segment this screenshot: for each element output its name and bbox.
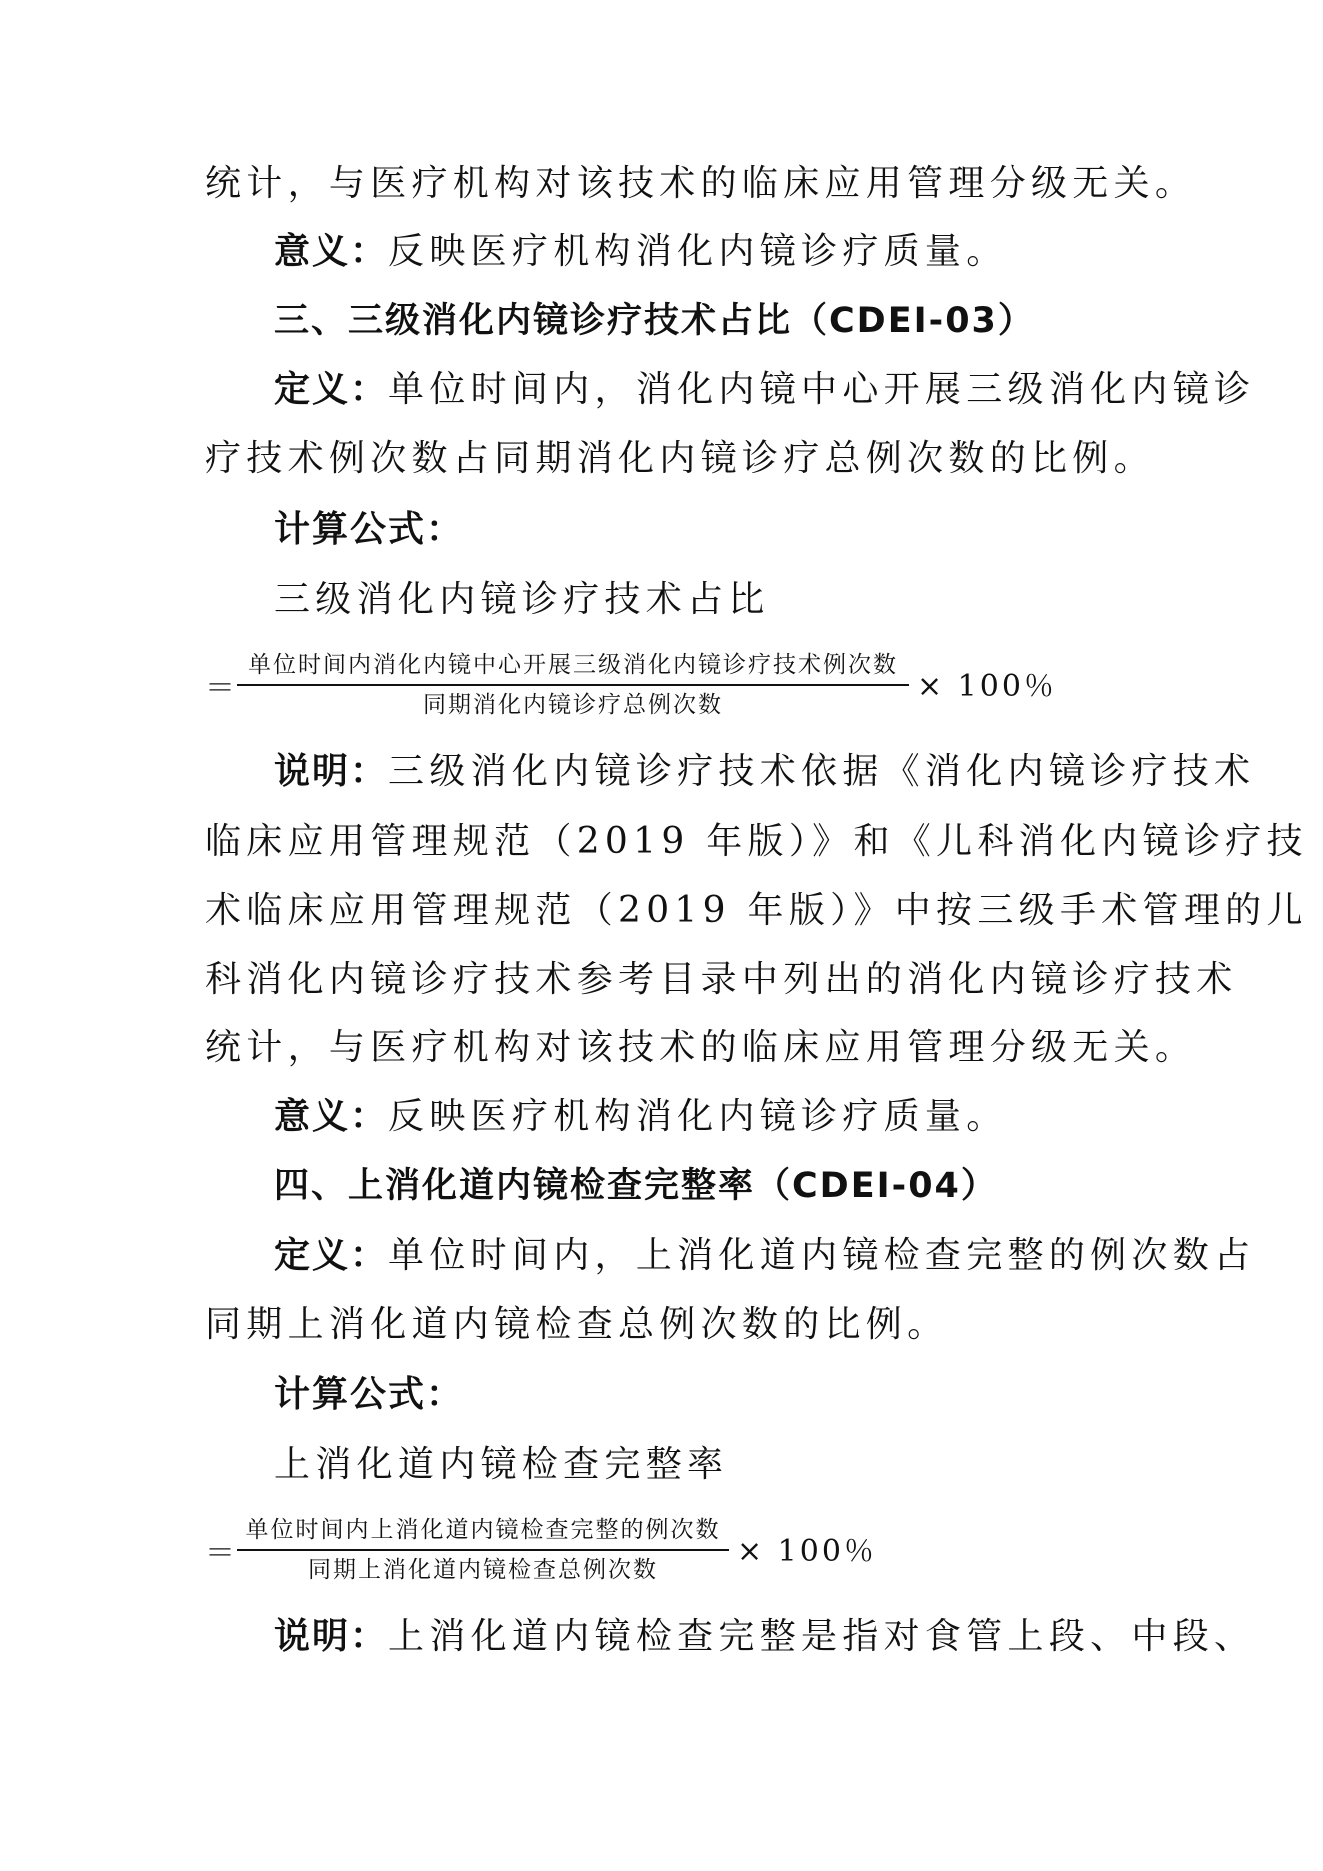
line-text: 临床应用管理规范（2019 年版）》和《儿科消化内镜诊疗技 bbox=[205, 821, 1308, 862]
line-text: 反映医疗机构消化内镜诊疗质量。 bbox=[388, 1096, 1008, 1137]
meaning-paragraph bbox=[274, 232, 1008, 272]
line-text: 术临床应用管理规范（2019 年版）》中按三级手术管理的儿 bbox=[205, 890, 1308, 931]
note-label: 说明： bbox=[274, 1616, 389, 1657]
formula-label: 计算公式： bbox=[274, 509, 465, 550]
line-text: 反映医疗机构消化内镜诊疗质量。 bbox=[388, 231, 1008, 272]
line-text: 三级消化内镜诊疗技术依据《消化内镜诊疗技术 bbox=[388, 751, 1256, 792]
formula-subject: 上消化道内镜检查完整率 bbox=[274, 1444, 729, 1485]
text-line bbox=[205, 891, 1308, 931]
multiplier: × 100％ bbox=[737, 1534, 877, 1569]
equals-sign: ＝ bbox=[205, 1536, 235, 1571]
text-line bbox=[205, 164, 1196, 204]
text-line bbox=[205, 1028, 1196, 1068]
definition-label: 定义： bbox=[274, 1235, 389, 1276]
formula-label: 计算公式： bbox=[274, 1374, 465, 1415]
denominator: 同期消化内镜诊疗总例次数 bbox=[423, 692, 723, 718]
line-text: 统计，与医疗机构对该技术的临床应用管理分级无关。 bbox=[205, 1027, 1197, 1068]
multiplier: × 100％ bbox=[917, 669, 1057, 704]
definition-paragraph bbox=[274, 370, 1255, 410]
note-label: 说明： bbox=[274, 751, 389, 792]
line-text: 疗技术例次数占同期消化内镜诊疗总例次数的比例。 bbox=[205, 438, 1155, 479]
fraction bbox=[237, 650, 909, 720]
fraction bbox=[237, 1515, 729, 1585]
line-text: 上消化道内镜检查完整是指对食管上段、中段、 bbox=[388, 1616, 1256, 1657]
numerator: 单位时间内上消化道内镜检查完整的例次数 bbox=[245, 1517, 721, 1543]
meaning-label: 意义： bbox=[274, 231, 389, 272]
equals-sign: ＝ bbox=[205, 671, 235, 706]
line-text: 科消化内镜诊疗技术参考目录中列出的消化内镜诊疗技术 bbox=[205, 959, 1238, 1000]
definition-label: 定义： bbox=[274, 369, 389, 410]
line-text: 同期上消化道内镜检查总例次数的比例。 bbox=[205, 1304, 949, 1345]
fraction-bar bbox=[237, 684, 909, 686]
line-text: 单位时间内，消化内镜中心开展三级消化内镜诊 bbox=[388, 369, 1256, 410]
section-heading-03: 三、三级消化内镜诊疗技术占比（CDEI-03） bbox=[274, 301, 1035, 341]
formula-subject: 三级消化内镜诊疗技术占比 bbox=[274, 579, 770, 620]
note-paragraph bbox=[274, 752, 1255, 792]
denominator: 同期上消化道内镜检查总例次数 bbox=[308, 1557, 658, 1583]
numerator: 单位时间内消化内镜中心开展三级消化内镜诊疗技术例次数 bbox=[248, 652, 898, 678]
meaning-paragraph bbox=[274, 1097, 1008, 1137]
line-text: 统计，与医疗机构对该技术的临床应用管理分级无关。 bbox=[205, 163, 1197, 204]
definition-paragraph bbox=[274, 1236, 1255, 1276]
text-line bbox=[205, 439, 1155, 479]
meaning-label: 意义： bbox=[274, 1096, 389, 1137]
text-line bbox=[205, 960, 1238, 1000]
line-text: 单位时间内，上消化道内镜检查完整的例次数占 bbox=[388, 1235, 1256, 1276]
fraction-bar bbox=[237, 1549, 729, 1551]
text-line bbox=[205, 822, 1308, 862]
note-paragraph bbox=[274, 1617, 1255, 1657]
text-line bbox=[205, 1305, 948, 1345]
section-heading-04: 四、上消化道内镜检查完整率（CDEI-04） bbox=[274, 1166, 998, 1206]
